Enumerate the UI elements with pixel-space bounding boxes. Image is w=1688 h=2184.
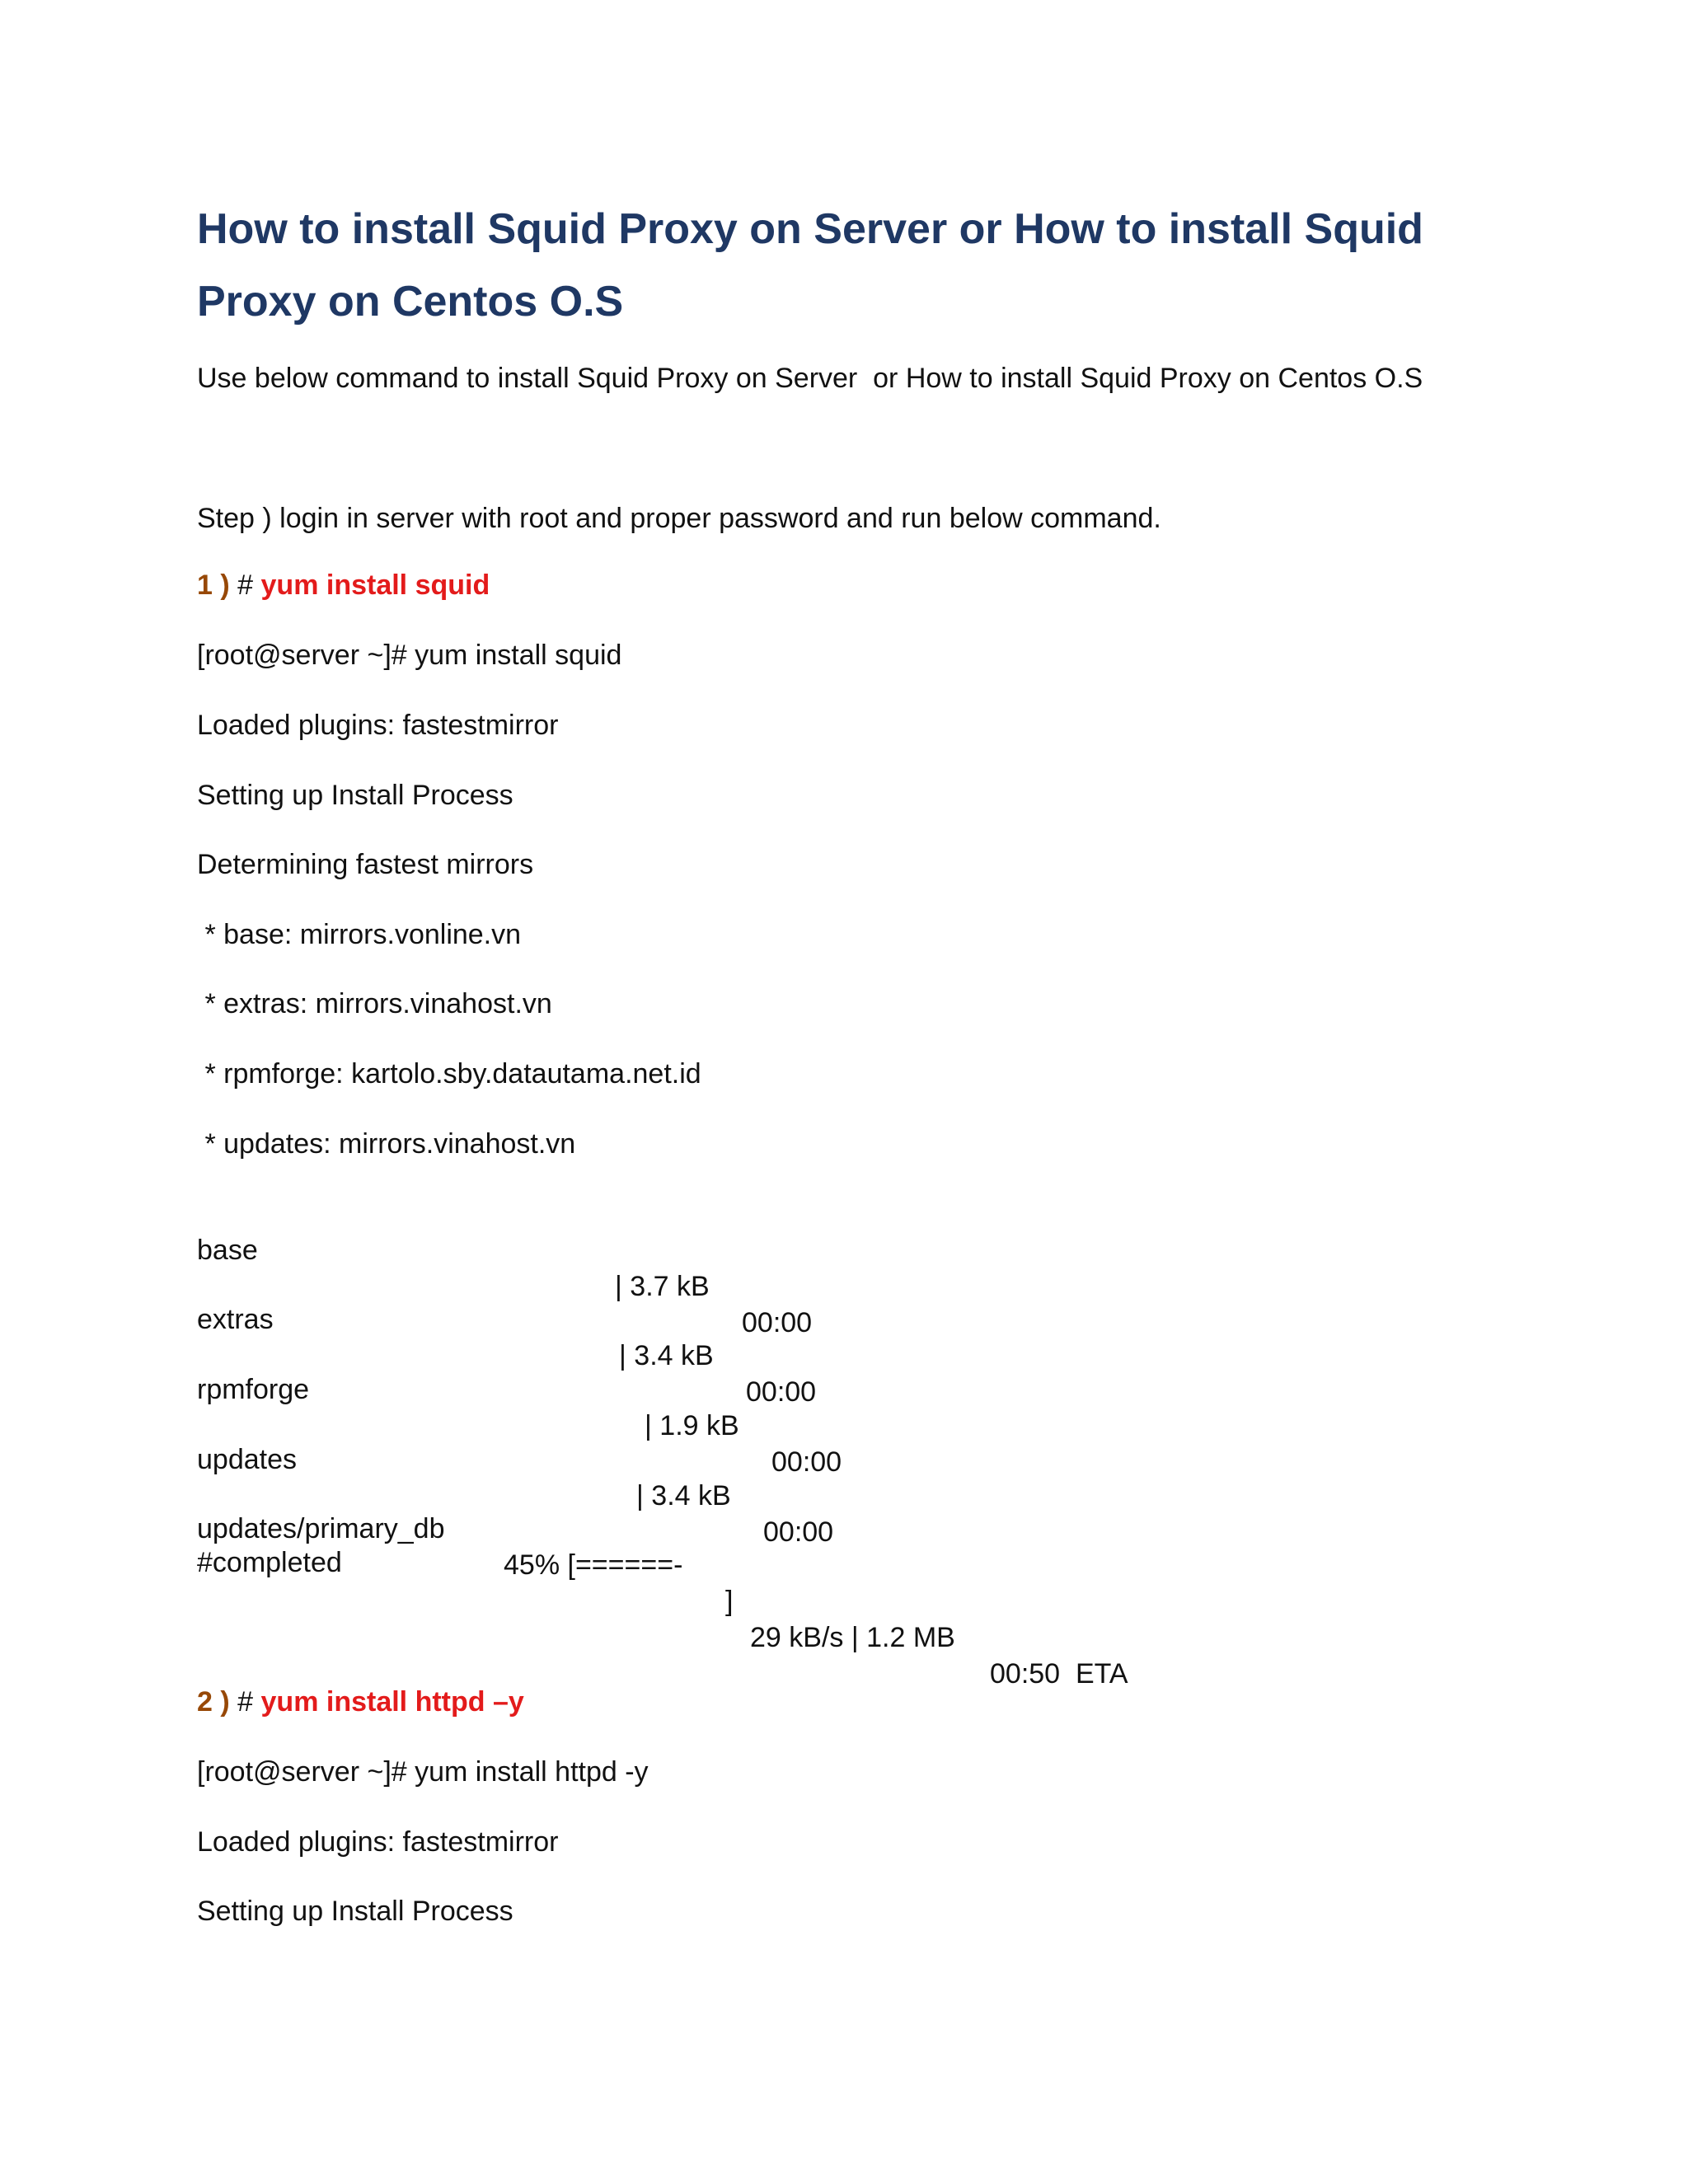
command-1-hash: # bbox=[237, 569, 254, 601]
completed-text: #completed bbox=[197, 1547, 342, 1578]
command-2-number: 2 ) bbox=[197, 1686, 230, 1718]
output-2-line: Loaded plugins: fastestmirror bbox=[197, 1826, 559, 1858]
intro-text: Use below command to install Squid Proxy on Server or How to install Squid Proxy on Centos O.S bbox=[197, 363, 1423, 394]
output-1-line: [root@server ~]# yum install squid bbox=[197, 640, 622, 671]
command-1-number: 1 ) bbox=[197, 569, 230, 601]
repo-size: | 3.4 kB bbox=[619, 1340, 714, 1371]
output-1-line: Loaded plugins: fastestmirror bbox=[197, 710, 559, 741]
output-2-line: Setting up Install Process bbox=[197, 1896, 513, 1927]
repo-size: | 3.7 kB bbox=[615, 1271, 710, 1302]
command-2-line bbox=[197, 1684, 524, 1720]
progress-eta: 00:50 ETA bbox=[990, 1658, 1128, 1690]
progress-bracket: ] bbox=[725, 1586, 734, 1617]
command-1-text: yum install squid bbox=[260, 569, 490, 601]
output-1-line: Setting up Install Process bbox=[197, 780, 513, 811]
repo-size: | 1.9 kB bbox=[645, 1410, 739, 1441]
output-1-line: * extras: mirrors.vinahost.vn bbox=[197, 988, 552, 1019]
repo-time: 00:00 bbox=[771, 1446, 842, 1478]
repo-time: 00:00 bbox=[746, 1376, 817, 1408]
step-text: Step ) login in server with root and proper password and run below command. bbox=[197, 503, 1161, 534]
progress-rate: 29 kB/s | 1.2 MB bbox=[750, 1622, 955, 1653]
command-2-hash: # bbox=[237, 1686, 254, 1718]
progress-percent: 45% [======- bbox=[504, 1549, 683, 1581]
output-1-line: * rpmforge: kartolo.sby.datautama.net.id bbox=[197, 1058, 701, 1090]
output-1-line: Determining fastest mirrors bbox=[197, 849, 534, 880]
progress-name: updates/primary_db bbox=[197, 1513, 445, 1544]
repo-name: rpmforge bbox=[197, 1374, 310, 1405]
repo-name: base bbox=[197, 1235, 258, 1266]
command-2-text: yum install httpd –y bbox=[260, 1686, 524, 1718]
repo-time: 00:00 bbox=[763, 1516, 834, 1548]
output-1-line: * base: mirrors.vonline.vn bbox=[197, 919, 522, 950]
output-2-line: [root@server ~]# yum install httpd -y bbox=[197, 1756, 649, 1788]
repo-name: extras bbox=[197, 1304, 274, 1335]
output-1-line: * updates: mirrors.vinahost.vn bbox=[197, 1128, 576, 1160]
document-title: How to install Squid Proxy on Server or How to install Squid Proxy on Centos O.S bbox=[197, 205, 1423, 326]
repo-size: | 3.4 kB bbox=[636, 1480, 731, 1511]
repo-time: 00:00 bbox=[742, 1307, 813, 1338]
command-1-line bbox=[197, 567, 490, 603]
repo-name: updates bbox=[197, 1444, 297, 1475]
